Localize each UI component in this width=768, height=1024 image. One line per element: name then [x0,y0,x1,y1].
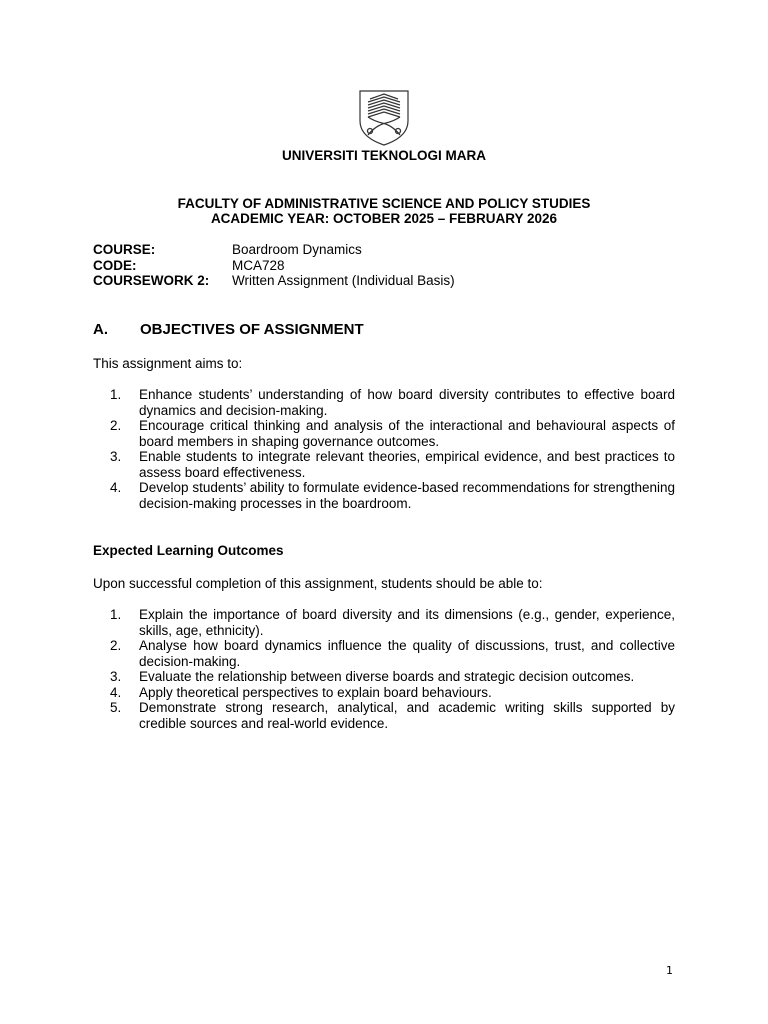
course-info [93,242,455,289]
list-number: 4. [110,684,122,700]
code-value: MCA728 [232,257,285,273]
uitm-crest-icon [356,87,412,147]
list-text: Evaluate the relationship between diverse boards and strategic decision outcomes. [139,669,635,684]
course-row [93,242,455,258]
list-item [110,418,675,449]
page-number: 1 [666,964,673,977]
list-number: 3. [110,449,122,464]
list-text: Explain the importance of board diversity and its dimensions (e.g., gender, experience, skills, age, ethnicity). [139,607,675,638]
list-item [110,480,675,511]
list-number: 4. [110,480,122,495]
objectives-list [110,387,675,511]
list-item [110,669,675,685]
list-number: 2. [110,638,122,653]
list-item [110,638,675,669]
section-a-heading [93,321,364,338]
course-label: COURSE: [93,242,156,257]
code-label: CODE: [93,257,137,273]
list-item [110,387,675,418]
university-name: UNIVERSITI TEKNOLOGI MARA [281,148,486,163]
list-text: Develop students’ ability to formulate evidence-based recommendations for strengthening decision-making processes in the boardroom. [139,480,675,511]
list-number: 1. [110,607,122,622]
section-letter: A. [93,321,108,338]
list-text: Demonstrate strong research, analytical, and academic writing skills supported by credible sources and real-world evidence. [139,700,675,731]
list-text: Enhance students’ understanding of how board diversity contributes to effective board dynamics and decision-making. [139,387,675,418]
list-text: Analyse how board dynamics influence the quality of discussions, trust, and collective decision-making. [139,638,675,669]
section-title: OBJECTIVES OF ASSIGNMENT [140,321,364,338]
coursework-row [93,273,455,289]
list-item [110,449,675,480]
list-number: 5. [110,700,122,715]
faculty-header [0,196,768,226]
list-number: 1. [110,387,122,402]
list-text: Encourage critical thinking and analysis of the interactional and behavioural aspects of board members in shaping governance outcomes. [139,418,675,449]
code-row [93,258,455,274]
course-value: Boardroom Dynamics [232,242,362,257]
outcomes-heading: Expected Learning Outcomes [93,543,284,558]
list-number: 2. [110,418,122,433]
list-text: Enable students to integrate relevant theories, empirical evidence, and best practices to assess board effectiveness. [139,449,675,480]
faculty-name: FACULTY OF ADMINISTRATIVE SCIENCE AND POLICY STUDIES [177,196,591,211]
list-item [110,685,675,701]
list-item [110,700,675,731]
list-text: Apply theoretical perspectives to explain board behaviours. [139,684,492,700]
outcomes-list [110,607,675,731]
academic-year: ACADEMIC YEAR: OCTOBER 2025 – FEBRUARY 2026 [210,211,558,226]
coursework-value: Written Assignment (Individual Basis) [232,273,455,288]
list-item [110,607,675,638]
list-number: 3. [110,669,122,684]
objectives-intro: This assignment aims to: [93,356,243,371]
outcomes-intro: Upon successful completion of this assignment, students should be able to: [93,576,543,591]
coursework-label: COURSEWORK 2: [93,273,210,288]
